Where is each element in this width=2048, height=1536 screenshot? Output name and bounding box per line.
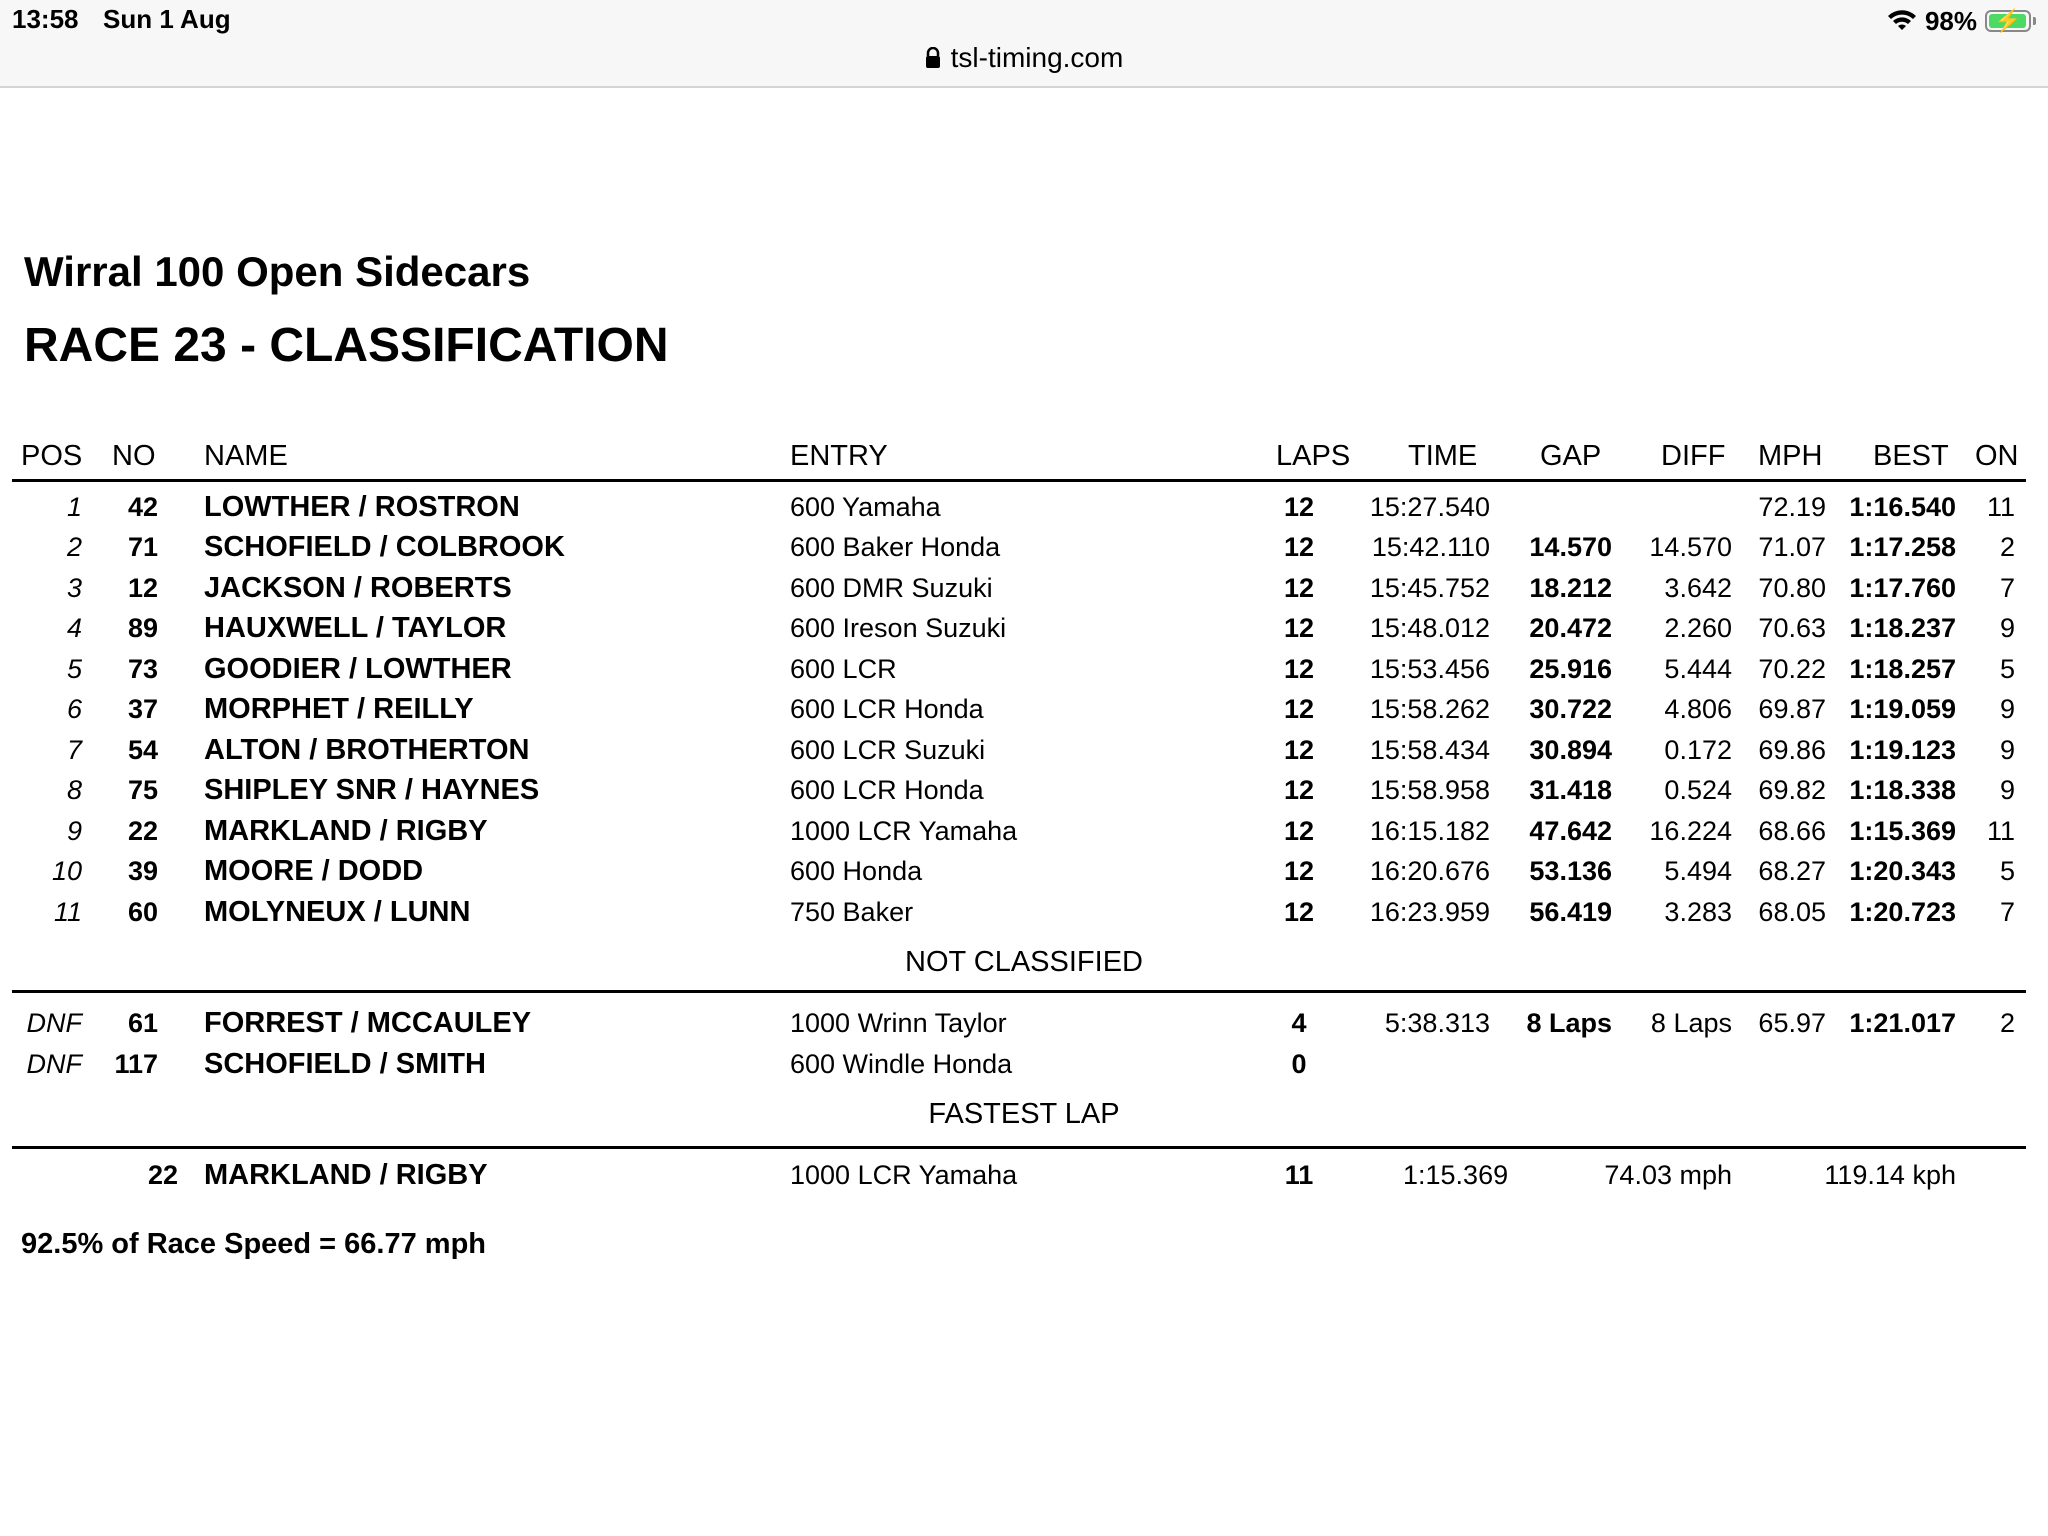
time-cell: 15:58.958	[1369, 775, 1490, 805]
laps-cell: 12	[1283, 613, 1315, 643]
pos-cell: 2	[66, 532, 82, 562]
laps-cell: 12	[1283, 897, 1315, 927]
on-cell: 9	[1999, 613, 2015, 643]
name-cell: MORPHET / REILLY	[204, 693, 474, 725]
mph-cell: 72.19	[1758, 492, 1826, 522]
gap-cell: 30.722	[1529, 694, 1612, 724]
name-cell: SCHOFIELD / SMITH	[204, 1048, 486, 1080]
laps-cell: 12	[1283, 532, 1315, 562]
name-cell: MOLYNEUX / LUNN	[204, 896, 471, 928]
wifi-icon	[1887, 10, 1917, 32]
header-no: NO	[112, 440, 156, 472]
mph-cell: 69.82	[1758, 775, 1826, 805]
on-cell: 2	[1999, 532, 2015, 562]
header-gap: GAP	[1540, 440, 1602, 472]
name-cell: GOODIER / LOWTHER	[204, 653, 512, 685]
header-laps: LAPS	[1276, 440, 1351, 472]
on-cell: 9	[1999, 735, 2015, 765]
pos-cell: 9	[66, 816, 82, 846]
laps-cell: 12	[1283, 694, 1315, 724]
diff-cell: 0.172	[1664, 735, 1732, 765]
pos-cell: 1	[66, 492, 82, 522]
name-cell: HAUXWELL / TAYLOR	[204, 612, 507, 644]
no-cell: 60	[127, 897, 158, 927]
event-title: Wirral 100 Open Sidecars	[24, 248, 531, 295]
time-cell: 16:15.182	[1369, 816, 1490, 846]
pos-cell: DNF	[26, 1049, 82, 1079]
no-cell: 54	[127, 735, 158, 765]
pos-cell: 4	[66, 613, 82, 643]
on-cell: 9	[1999, 694, 2015, 724]
diff-cell: 5.444	[1664, 654, 1732, 684]
best-cell: 1:20.723	[1849, 897, 1956, 927]
header-pos: POS	[21, 440, 83, 472]
fastest-lap-kph: 119.14 kph	[1824, 1160, 1956, 1190]
address-bar[interactable]	[0, 38, 2048, 78]
on-cell: 2	[1999, 1008, 2015, 1038]
header-name: NAME	[204, 440, 288, 472]
laps-cell: 12	[1283, 735, 1315, 765]
diff-cell: 3.283	[1664, 897, 1732, 927]
entry-cell: 600 Baker Honda	[790, 532, 1001, 562]
table-row	[0, 487, 2048, 527]
best-cell: 1:18.237	[1849, 613, 1956, 643]
entry-cell: 600 LCR Suzuki	[790, 735, 986, 765]
fastest-lap-rule	[12, 1146, 2026, 1149]
entry-cell: 1000 LCR Yamaha	[790, 816, 1018, 846]
pos-cell: 6	[66, 694, 82, 724]
diff-cell: 0.524	[1664, 775, 1732, 805]
diff-cell: 5.494	[1664, 856, 1732, 886]
status-date: Sun 1 Aug	[103, 4, 231, 34]
best-cell: 1:19.123	[1849, 735, 1956, 765]
no-cell: 39	[127, 856, 158, 886]
time-cell: 16:20.676	[1369, 856, 1490, 886]
on-cell: 11	[1986, 816, 2015, 846]
fastest-lap-no: 22	[147, 1160, 178, 1190]
diff-cell: 2.260	[1664, 613, 1732, 643]
laps-cell: 12	[1283, 492, 1315, 522]
entry-cell: 750 Baker	[790, 897, 914, 927]
time-cell: 15:58.434	[1369, 735, 1490, 765]
on-cell: 11	[1986, 492, 2015, 522]
fastest-lap-row	[0, 1155, 2048, 1195]
laps-cell: 12	[1283, 573, 1315, 603]
fastest-lap-lap: 11	[1284, 1160, 1314, 1190]
table-row	[0, 1044, 2048, 1084]
no-cell: 73	[127, 654, 158, 684]
table-header	[0, 436, 2048, 476]
best-cell: 1:16.540	[1849, 492, 1956, 522]
header-diff: DIFF	[1661, 440, 1726, 472]
time-cell: 15:48.012	[1369, 613, 1490, 643]
entry-cell: 600 Ireson Suzuki	[790, 613, 1007, 643]
name-cell: MOORE / DODD	[204, 855, 424, 887]
best-cell: 1:15.369	[1849, 816, 1956, 846]
laps-cell: 12	[1283, 816, 1315, 846]
no-cell: 89	[127, 613, 158, 643]
fastest-lap-heading: FASTEST LAP	[928, 1098, 1120, 1130]
battery-icon: ⚡	[1985, 10, 2031, 32]
battery-percent: 98%	[1924, 5, 1977, 36]
entry-cell: 1000 Wrinn Taylor	[790, 1008, 1007, 1038]
name-cell: FORREST / MCCAULEY	[204, 1007, 532, 1039]
not-classified-rule	[12, 990, 2026, 993]
pos-cell: 3	[66, 573, 82, 603]
gap-cell: 18.212	[1529, 573, 1612, 603]
name-cell: ALTON / BROTHERTON	[204, 734, 530, 766]
time-cell: 15:45.752	[1369, 573, 1490, 603]
entry-cell: 600 LCR Honda	[790, 775, 984, 805]
best-cell: 1:17.760	[1849, 573, 1956, 603]
entry-cell: 600 Yamaha	[790, 492, 941, 522]
on-cell: 7	[1999, 897, 2015, 927]
table-row	[0, 851, 2048, 891]
gap-cell: 56.419	[1529, 897, 1612, 927]
mph-cell: 71.07	[1758, 532, 1826, 562]
mph-cell: 70.63	[1758, 613, 1826, 643]
no-cell: 37	[127, 694, 158, 724]
best-cell: 1:17.258	[1849, 532, 1956, 562]
table-row	[0, 689, 2048, 729]
entry-cell: 600 Honda	[790, 856, 923, 886]
pos-cell: 5	[66, 654, 82, 684]
time-cell: 16:23.959	[1369, 897, 1490, 927]
time-cell: 5:38.313	[1384, 1008, 1490, 1038]
table-row	[0, 527, 2048, 567]
name-cell: SCHOFIELD / COLBROOK	[204, 531, 565, 563]
mph-cell: 69.86	[1758, 735, 1826, 765]
laps-cell: 12	[1283, 654, 1315, 684]
name-cell: LOWTHER / ROSTRON	[204, 491, 520, 523]
time-cell: 15:58.262	[1369, 694, 1490, 724]
header-best: BEST	[1873, 440, 1949, 472]
name-cell: MARKLAND / RIGBY	[204, 815, 488, 847]
best-cell: 1:19.059	[1849, 694, 1956, 724]
time-cell: 15:53.456	[1369, 654, 1490, 684]
url-text: tsl-timing.com	[950, 42, 1124, 73]
on-cell: 9	[1999, 775, 2015, 805]
mph-cell: 70.22	[1758, 654, 1826, 684]
pos-cell: 7	[66, 735, 82, 765]
diff-cell: 3.642	[1664, 573, 1732, 603]
on-cell: 5	[1999, 856, 2015, 886]
laps-cell: 4	[1291, 1008, 1307, 1038]
mph-cell: 69.87	[1758, 694, 1826, 724]
entry-cell: 600 Windle Honda	[790, 1049, 1013, 1079]
no-cell: 22	[127, 816, 158, 846]
gap-cell: 30.894	[1529, 735, 1612, 765]
fastest-lap-mph: 74.03 mph	[1604, 1160, 1732, 1190]
best-cell: 1:21.017	[1849, 1008, 1956, 1038]
header-rule	[12, 479, 2026, 482]
table-row	[0, 649, 2048, 689]
mph-cell: 68.05	[1758, 897, 1826, 927]
fastest-lap-time: 1:15.369	[1403, 1160, 1509, 1190]
laps-cell: 12	[1283, 775, 1315, 805]
laps-cell: 0	[1291, 1049, 1307, 1079]
diff-cell: 14.570	[1649, 532, 1732, 562]
laps-cell: 12	[1283, 856, 1315, 886]
gap-cell: 8 Laps	[1526, 1008, 1612, 1038]
fastest-lap-name: MARKLAND / RIGBY	[204, 1159, 488, 1191]
diff-cell: 4.806	[1664, 694, 1732, 724]
gap-cell: 25.916	[1529, 654, 1612, 684]
pos-cell: 8	[66, 775, 82, 805]
table-row	[0, 568, 2048, 608]
table-row	[0, 770, 2048, 810]
name-cell: JACKSON / ROBERTS	[204, 572, 512, 604]
status-time: 13:58	[12, 4, 79, 34]
header-mph: MPH	[1758, 440, 1823, 472]
on-cell: 5	[1999, 654, 2015, 684]
mph-cell: 68.27	[1758, 856, 1826, 886]
battery-cap	[2033, 17, 2036, 25]
entry-cell: 600 LCR	[790, 654, 897, 684]
time-cell: 15:27.540	[1369, 492, 1490, 522]
entry-cell: 600 LCR Honda	[790, 694, 984, 724]
gap-cell: 20.472	[1529, 613, 1612, 643]
no-cell: 71	[127, 532, 158, 562]
name-cell: SHIPLEY SNR / HAYNES	[204, 774, 540, 806]
diff-cell: 8 Laps	[1650, 1008, 1732, 1038]
no-cell: 75	[127, 775, 158, 805]
gap-cell: 47.642	[1529, 816, 1612, 846]
mph-cell: 68.66	[1758, 816, 1826, 846]
entry-cell: 600 DMR Suzuki	[790, 573, 993, 603]
race-speed-note: 92.5% of Race Speed = 66.77 mph	[21, 1228, 487, 1260]
header-on: ON	[1975, 440, 2019, 472]
best-cell: 1:18.257	[1849, 654, 1956, 684]
gap-cell: 53.136	[1529, 856, 1612, 886]
not-classified-heading: NOT CLASSIFIED	[905, 946, 1143, 978]
no-cell: 61	[127, 1008, 158, 1038]
no-cell: 117	[114, 1049, 158, 1079]
gap-cell: 31.418	[1529, 775, 1612, 805]
no-cell: 42	[127, 492, 158, 522]
pos-cell: 11	[53, 897, 82, 927]
no-cell: 12	[127, 573, 158, 603]
race-title: RACE 23 - CLASSIFICATION	[24, 319, 669, 372]
pos-cell: DNF	[26, 1008, 82, 1038]
status-indicators	[1887, 4, 2036, 38]
time-cell: 15:42.110	[1371, 532, 1490, 562]
table-row	[0, 892, 2048, 932]
gap-cell: 14.570	[1529, 532, 1612, 562]
table-row	[0, 730, 2048, 770]
mph-cell: 70.80	[1758, 573, 1826, 603]
mph-cell: 65.97	[1758, 1008, 1826, 1038]
fastest-lap-entry: 1000 LCR Yamaha	[790, 1160, 1018, 1190]
header-time: TIME	[1408, 440, 1478, 472]
lock-icon	[925, 47, 941, 69]
on-cell: 7	[1999, 573, 2015, 603]
header-entry: ENTRY	[790, 440, 888, 472]
table-row	[0, 1003, 2048, 1043]
best-cell: 1:20.343	[1849, 856, 1956, 886]
best-cell: 1:18.338	[1849, 775, 1956, 805]
table-row	[0, 811, 2048, 851]
diff-cell: 16.224	[1649, 816, 1732, 846]
table-row	[0, 608, 2048, 648]
pos-cell: 10	[51, 856, 82, 886]
browser-top-bar	[0, 0, 2048, 88]
